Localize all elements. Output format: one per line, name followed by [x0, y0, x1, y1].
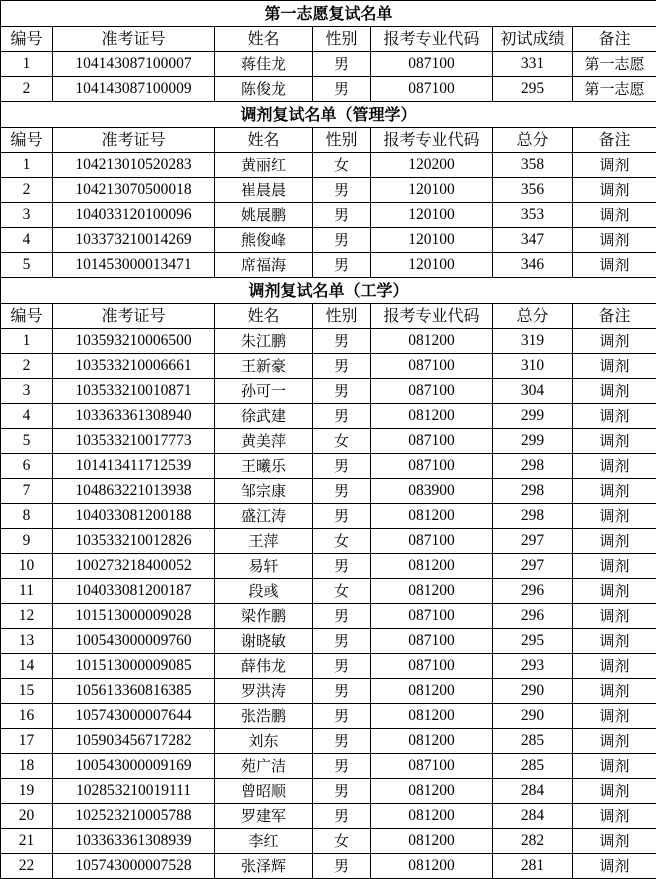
- gender-cell: 男: [313, 404, 371, 429]
- student-name-cell: 王新豪: [215, 354, 313, 379]
- score-cell: 295: [493, 629, 573, 654]
- student-name-cell: 易轩: [215, 554, 313, 579]
- row-number-cell: 20: [1, 804, 53, 829]
- section-title: 调剂复试名单（管理学）: [1, 102, 656, 128]
- student-name-cell: 席福海: [215, 253, 313, 278]
- major-code-cell: 081200: [371, 404, 493, 429]
- major-code-cell: 087100: [371, 52, 493, 77]
- section-title-row: [1, 1, 656, 27]
- remark-cell: 调剂: [573, 203, 656, 228]
- column-header: 备注: [573, 128, 656, 153]
- student-name-cell: 刘东: [215, 729, 313, 754]
- exam-id-cell: 105613360816385: [53, 679, 215, 704]
- remark-cell: 调剂: [573, 829, 656, 854]
- student-name-cell: 李红: [215, 829, 313, 854]
- gender-cell: 男: [313, 203, 371, 228]
- table-row: [1, 629, 656, 654]
- gender-cell: 男: [313, 729, 371, 754]
- score-cell: 347: [493, 228, 573, 253]
- student-name-cell: 崔晨晨: [215, 178, 313, 203]
- exam-id-cell: 103533210006661: [53, 354, 215, 379]
- row-number-cell: 6: [1, 454, 53, 479]
- table-row: [1, 52, 656, 77]
- major-code-cell: 087100: [371, 379, 493, 404]
- major-code-cell: 120100: [371, 203, 493, 228]
- exam-id-cell: 105743000007528: [53, 854, 215, 879]
- score-cell: 284: [493, 804, 573, 829]
- remark-cell: 调剂: [573, 429, 656, 454]
- major-code-cell: 081200: [371, 804, 493, 829]
- table-row: [1, 429, 656, 454]
- gender-cell: 女: [313, 429, 371, 454]
- score-cell: 281: [493, 854, 573, 879]
- column-header: 报考专业代码: [371, 128, 493, 153]
- column-header: 准考证号: [53, 304, 215, 329]
- row-number-cell: 18: [1, 754, 53, 779]
- student-name-cell: 姚展鹏: [215, 203, 313, 228]
- gender-cell: 女: [313, 529, 371, 554]
- column-header: 准考证号: [53, 27, 215, 52]
- row-number-cell: 5: [1, 253, 53, 278]
- column-header: 姓名: [215, 304, 313, 329]
- major-code-cell: 087100: [371, 604, 493, 629]
- gender-cell: 男: [313, 379, 371, 404]
- header-row: [1, 128, 656, 153]
- row-number-cell: 3: [1, 203, 53, 228]
- remark-cell: 调剂: [573, 754, 656, 779]
- table-row: [1, 404, 656, 429]
- score-cell: 285: [493, 729, 573, 754]
- exam-id-cell: 104213010520283: [53, 153, 215, 178]
- column-header: 总分: [493, 304, 573, 329]
- table-row: [1, 329, 656, 354]
- table-row: [1, 754, 656, 779]
- major-code-cell: 120100: [371, 228, 493, 253]
- score-cell: 319: [493, 329, 573, 354]
- gender-cell: 男: [313, 654, 371, 679]
- student-name-cell: 薛伟龙: [215, 654, 313, 679]
- table-row: [1, 804, 656, 829]
- row-number-cell: 13: [1, 629, 53, 654]
- remark-cell: 调剂: [573, 153, 656, 178]
- gender-cell: 男: [313, 479, 371, 504]
- column-header: 报考专业代码: [371, 27, 493, 52]
- score-cell: 290: [493, 704, 573, 729]
- table-row: [1, 77, 656, 102]
- major-code-cell: 081200: [371, 504, 493, 529]
- gender-cell: 男: [313, 629, 371, 654]
- major-code-cell: 087100: [371, 454, 493, 479]
- gender-cell: 男: [313, 253, 371, 278]
- row-number-cell: 2: [1, 354, 53, 379]
- row-number-cell: 8: [1, 504, 53, 529]
- gender-cell: 男: [313, 504, 371, 529]
- student-name-cell: 徐武建: [215, 404, 313, 429]
- table-row: [1, 779, 656, 804]
- remark-cell: 调剂: [573, 604, 656, 629]
- student-name-cell: 黄丽红: [215, 153, 313, 178]
- major-code-cell: 081200: [371, 779, 493, 804]
- remark-cell: 调剂: [573, 379, 656, 404]
- column-header: 性别: [313, 128, 371, 153]
- remark-cell: 调剂: [573, 729, 656, 754]
- exam-id-cell: 101413411712539: [53, 454, 215, 479]
- table-row: [1, 203, 656, 228]
- score-cell: 284: [493, 779, 573, 804]
- remark-cell: 调剂: [573, 404, 656, 429]
- row-number-cell: 17: [1, 729, 53, 754]
- section-title-row: [1, 278, 656, 304]
- exam-id-cell: 104033081200188: [53, 504, 215, 529]
- remark-cell: 调剂: [573, 704, 656, 729]
- student-name-cell: 张泽辉: [215, 854, 313, 879]
- student-name-cell: 谢晓敏: [215, 629, 313, 654]
- score-cell: 304: [493, 379, 573, 404]
- score-cell: 299: [493, 429, 573, 454]
- table-row: [1, 829, 656, 854]
- student-name-cell: 曾昭顺: [215, 779, 313, 804]
- exam-id-cell: 101453000013471: [53, 253, 215, 278]
- student-name-cell: 邹宗康: [215, 479, 313, 504]
- column-header: 编号: [1, 128, 53, 153]
- table-row: [1, 479, 656, 504]
- remark-cell: 调剂: [573, 529, 656, 554]
- exam-id-cell: 103363361308939: [53, 829, 215, 854]
- remark-cell: 调剂: [573, 804, 656, 829]
- row-number-cell: 12: [1, 604, 53, 629]
- row-number-cell: 4: [1, 404, 53, 429]
- exam-id-cell: 102523210005788: [53, 804, 215, 829]
- major-code-cell: 120100: [371, 178, 493, 203]
- gender-cell: 女: [313, 579, 371, 604]
- score-cell: 298: [493, 479, 573, 504]
- exam-id-cell: 104143087100007: [53, 52, 215, 77]
- remark-cell: 第一志愿: [573, 77, 656, 102]
- table-row: [1, 579, 656, 604]
- remark-cell: 调剂: [573, 554, 656, 579]
- major-code-cell: 081200: [371, 679, 493, 704]
- column-header: 姓名: [215, 128, 313, 153]
- column-header: 编号: [1, 304, 53, 329]
- exam-id-cell: 103363361308940: [53, 404, 215, 429]
- remark-cell: 调剂: [573, 504, 656, 529]
- gender-cell: 男: [313, 854, 371, 879]
- table-row: [1, 253, 656, 278]
- row-number-cell: 2: [1, 178, 53, 203]
- remark-cell: 调剂: [573, 579, 656, 604]
- student-name-cell: 梁作鹏: [215, 604, 313, 629]
- remark-cell: 调剂: [573, 329, 656, 354]
- row-number-cell: 4: [1, 228, 53, 253]
- gender-cell: 男: [313, 679, 371, 704]
- row-number-cell: 11: [1, 579, 53, 604]
- student-name-cell: 王萍: [215, 529, 313, 554]
- table-row: [1, 504, 656, 529]
- gender-cell: 男: [313, 329, 371, 354]
- gender-cell: 男: [313, 178, 371, 203]
- exam-id-cell: 101513000009085: [53, 654, 215, 679]
- table-row: [1, 654, 656, 679]
- score-cell: 346: [493, 253, 573, 278]
- row-number-cell: 21: [1, 829, 53, 854]
- gender-cell: 男: [313, 354, 371, 379]
- exam-id-cell: 103593210006500: [53, 329, 215, 354]
- row-number-cell: 14: [1, 654, 53, 679]
- column-header: 总分: [493, 128, 573, 153]
- row-number-cell: 15: [1, 679, 53, 704]
- table-row: [1, 604, 656, 629]
- major-code-cell: 083900: [371, 479, 493, 504]
- score-cell: 282: [493, 829, 573, 854]
- column-header: 备注: [573, 304, 656, 329]
- remark-cell: 调剂: [573, 228, 656, 253]
- major-code-cell: 081200: [371, 829, 493, 854]
- gender-cell: 男: [313, 604, 371, 629]
- row-number-cell: 1: [1, 52, 53, 77]
- row-number-cell: 10: [1, 554, 53, 579]
- major-code-cell: 087100: [371, 429, 493, 454]
- exam-id-cell: 104213070500018: [53, 178, 215, 203]
- exam-id-cell: 100543000009760: [53, 629, 215, 654]
- student-name-cell: 段彧: [215, 579, 313, 604]
- gender-cell: 男: [313, 454, 371, 479]
- score-cell: 290: [493, 679, 573, 704]
- gender-cell: 男: [313, 804, 371, 829]
- student-name-cell: 熊俊峰: [215, 228, 313, 253]
- exam-id-cell: 104143087100009: [53, 77, 215, 102]
- column-header: 性别: [313, 304, 371, 329]
- section-title-row: [1, 102, 656, 128]
- major-code-cell: 081200: [371, 554, 493, 579]
- major-code-cell: 087100: [371, 77, 493, 102]
- column-header: 备注: [573, 27, 656, 52]
- major-code-cell: 087100: [371, 529, 493, 554]
- major-code-cell: 081200: [371, 329, 493, 354]
- student-name-cell: 张浩鹏: [215, 704, 313, 729]
- row-number-cell: 22: [1, 854, 53, 879]
- gender-cell: 男: [313, 704, 371, 729]
- student-name-cell: 朱江鹏: [215, 329, 313, 354]
- exam-id-cell: 102853210019111: [53, 779, 215, 804]
- student-name-cell: 盛江涛: [215, 504, 313, 529]
- remark-cell: 调剂: [573, 454, 656, 479]
- exam-id-cell: 105743000007644: [53, 704, 215, 729]
- row-number-cell: 1: [1, 153, 53, 178]
- score-cell: 297: [493, 554, 573, 579]
- row-number-cell: 16: [1, 704, 53, 729]
- table-row: [1, 228, 656, 253]
- score-cell: 331: [493, 52, 573, 77]
- student-name-cell: 黄美萍: [215, 429, 313, 454]
- row-number-cell: 5: [1, 429, 53, 454]
- major-code-cell: 087100: [371, 754, 493, 779]
- remark-cell: 调剂: [573, 253, 656, 278]
- table-row: [1, 379, 656, 404]
- major-code-cell: 081200: [371, 729, 493, 754]
- remark-cell: 调剂: [573, 679, 656, 704]
- gender-cell: 女: [313, 829, 371, 854]
- score-cell: 353: [493, 203, 573, 228]
- remark-cell: 调剂: [573, 354, 656, 379]
- score-cell: 356: [493, 178, 573, 203]
- score-cell: 296: [493, 604, 573, 629]
- table-row: [1, 554, 656, 579]
- score-cell: 298: [493, 454, 573, 479]
- section-title: 调剂复试名单（工学）: [1, 278, 656, 304]
- exam-id-cell: 101513000009028: [53, 604, 215, 629]
- score-cell: 295: [493, 77, 573, 102]
- column-header: 准考证号: [53, 128, 215, 153]
- table-body: [1, 1, 656, 879]
- major-code-cell: 120200: [371, 153, 493, 178]
- score-cell: 299: [493, 404, 573, 429]
- column-header: 性别: [313, 27, 371, 52]
- column-header: 编号: [1, 27, 53, 52]
- student-name-cell: 罗洪涛: [215, 679, 313, 704]
- gender-cell: 男: [313, 779, 371, 804]
- column-header: 初试成绩: [493, 27, 573, 52]
- table-row: [1, 854, 656, 879]
- row-number-cell: 9: [1, 529, 53, 554]
- remark-cell: 调剂: [573, 479, 656, 504]
- exam-id-cell: 100543000009169: [53, 754, 215, 779]
- row-number-cell: 1: [1, 329, 53, 354]
- score-cell: 310: [493, 354, 573, 379]
- student-name-cell: 陈俊龙: [215, 77, 313, 102]
- table-row: [1, 729, 656, 754]
- row-number-cell: 7: [1, 479, 53, 504]
- student-name-cell: 罗建军: [215, 804, 313, 829]
- column-header: 姓名: [215, 27, 313, 52]
- column-header: 报考专业代码: [371, 304, 493, 329]
- score-cell: 285: [493, 754, 573, 779]
- exam-id-cell: 104033081200187: [53, 579, 215, 604]
- header-row: [1, 27, 656, 52]
- gender-cell: 男: [313, 77, 371, 102]
- major-code-cell: 081200: [371, 579, 493, 604]
- table-row: [1, 354, 656, 379]
- gender-cell: 女: [313, 153, 371, 178]
- major-code-cell: 087100: [371, 654, 493, 679]
- exam-id-cell: 100273218400052: [53, 554, 215, 579]
- score-cell: 298: [493, 504, 573, 529]
- exam-id-cell: 104863221013938: [53, 479, 215, 504]
- row-number-cell: 19: [1, 779, 53, 804]
- remark-cell: 第一志愿: [573, 52, 656, 77]
- student-name-cell: 王曦乐: [215, 454, 313, 479]
- remark-cell: 调剂: [573, 654, 656, 679]
- remark-cell: 调剂: [573, 854, 656, 879]
- gender-cell: 男: [313, 754, 371, 779]
- gender-cell: 男: [313, 228, 371, 253]
- table-row: [1, 529, 656, 554]
- exam-id-cell: 103533210012826: [53, 529, 215, 554]
- exam-id-cell: 103533210017773: [53, 429, 215, 454]
- table-row: [1, 454, 656, 479]
- student-name-cell: 蒋佳龙: [215, 52, 313, 77]
- major-code-cell: 087100: [371, 629, 493, 654]
- remark-cell: 调剂: [573, 178, 656, 203]
- row-number-cell: 2: [1, 77, 53, 102]
- score-cell: 297: [493, 529, 573, 554]
- remark-cell: 调剂: [573, 779, 656, 804]
- table-row: [1, 679, 656, 704]
- exam-id-cell: 105903456717282: [53, 729, 215, 754]
- remark-cell: 调剂: [573, 629, 656, 654]
- score-cell: 296: [493, 579, 573, 604]
- section-title: 第一志愿复试名单: [1, 1, 656, 27]
- row-number-cell: 3: [1, 379, 53, 404]
- exam-id-cell: 103533210010871: [53, 379, 215, 404]
- major-code-cell: 081200: [371, 854, 493, 879]
- score-cell: 358: [493, 153, 573, 178]
- header-row: [1, 304, 656, 329]
- gender-cell: 男: [313, 52, 371, 77]
- table-row: [1, 704, 656, 729]
- gender-cell: 男: [313, 554, 371, 579]
- exam-id-cell: 103373210014269: [53, 228, 215, 253]
- major-code-cell: 120100: [371, 253, 493, 278]
- exam-id-cell: 104033120100096: [53, 203, 215, 228]
- major-code-cell: 081200: [371, 704, 493, 729]
- major-code-cell: 087100: [371, 354, 493, 379]
- student-name-cell: 孙可一: [215, 379, 313, 404]
- score-cell: 293: [493, 654, 573, 679]
- student-name-cell: 苑广洁: [215, 754, 313, 779]
- table-row: [1, 153, 656, 178]
- table-row: [1, 178, 656, 203]
